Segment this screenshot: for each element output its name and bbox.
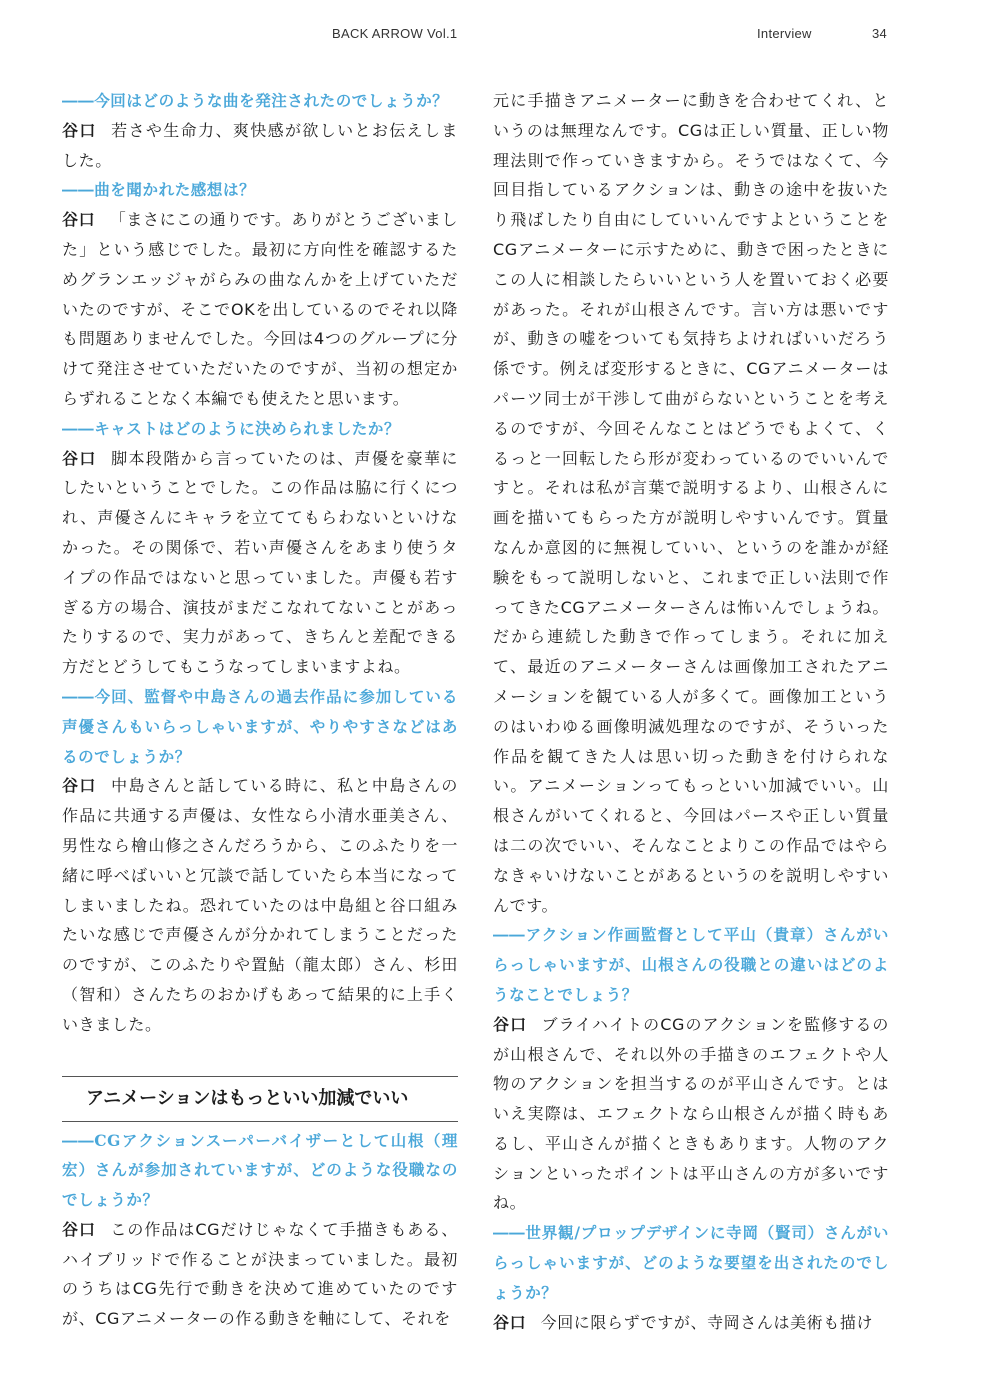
question: ――アクション作画監督として平山（貴章）さんがいらっしゃいますが、山根さんの役職との違いはどのようなことでしょう？ — [493, 925, 889, 1004]
magazine-title: BACK ARROW Vol.1 — [332, 26, 458, 41]
answer-text: 中島さんと話している時に、私と中島さんの作品に共通する声優は、女性なら小清水亜美さん、男性なら檜山修之さんだろうから、このふたりを一緒に呼べばいいと冗談で話していたら本当になってしまいましたね。恐れていたのは中島組と谷口組みたいな感じで声優さんが分かれてしまうことだったのですが、このふたりや置鮎（龍太郎）さん、杉田（智和）さんたちのおかげもあって結果的に上手くいきました。 — [62, 776, 458, 1034]
speaker-name: 谷口 — [493, 1312, 527, 1332]
question: ――曲を聞かれた感想は？ — [62, 180, 256, 200]
speaker-name: 谷口 — [62, 210, 96, 230]
answer-paragraph — [493, 1308, 889, 1338]
right-column — [493, 86, 889, 1337]
page-number: 34 — [872, 26, 888, 41]
speaker-name: 谷口 — [493, 1014, 528, 1034]
answer-text: 脚本段階から言っていたのは、声優を豪華にしたいということでした。この作品は脇に行くにつれ、声優さんにキャラを立ててもらわないといけなかった。その関係で、若い声優さんをあまり使うタイプの作品ではないと思っていました。声優も若すぎる方の場合、演技がまだこなれてないことがあったりするので、実力があって、きちんと差配できる方だとどうしてもこうなってしまいますよね。 — [62, 448, 458, 677]
answer-text: 今回に限らずですが、寺岡さんは美術も描け — [540, 1312, 874, 1332]
question: ――今回、監督や中島さんの過去作品に参加している声優さんもいらっしゃいますが、やりやすさなどはあるのでしょうか？ — [62, 686, 458, 766]
answer-paragraph — [493, 1010, 889, 1219]
speaker-name: 谷口 — [62, 776, 97, 796]
continued-text: 元に手描きアニメーターに動きを合わせてくれ、というのは無理なんです。CGは正しい質量、正しい物理法則で作っていきますから。そうではなくて、今回目指しているアクションは、動きの途中を抜いたり飛ばしたり自由にしていいんですよということをCGアニメーターに示すために、動きで困ったときにこの人に相談したらいいという人を置いておく必要があった。それが山根さんです。言い方は悪いですが、動きの嘘をついても気持ちよければいいだろう係です。例えば変形するときに、CGアニメーターはパーツ同士が干渉して曲がらないということを考えるのですが、今回そんなことはどうでもよくて、くるっと一回転したら形が変わっているのでいいんですと。それは私が言葉で説明するより、山根さんに画を描いてもらった方が説明しやすいんです。質量なんか意図的に無視していい、というのを誰かが経験をもって説明しないと、これまで正しい法則で作ってきたCGアニメーターさんは怖いんでしょうね。だから連続した動きで作ってしまう。それに加えて、最近のアニメーターさんは画像加工されたアニメーションを観ている人が多くて。画像加工というのはいわゆる画像明滅処理なのですが、そういった作品を観てきた人は思い切った動きを付けられない。アニメーションってもっといい加減でいい。山根さんがいてくれると、今回はパースや正しい質量は二の次でいい、そんなことよりこの作品ではやらなきゃいけないことがあるというのを説明しやすいんです。 — [493, 91, 889, 915]
question: ――今回はどのような曲を発注されたのでしょうか？ — [62, 91, 449, 110]
speaker-name: 谷口 — [62, 448, 97, 468]
answer-paragraph — [62, 116, 458, 176]
answer-paragraph — [62, 771, 458, 1039]
answer-text: 「まさにこの通りです。ありがとうございました」という感じでした。最初に方向性を確認するためグランエッジャがらみの曲なんかを上げていただいたのですが、そこでOKを出しているのでそれ以降も問題ありませんでした。今回は4つのグループに分けて発注させていただいたのですが、当初の想定からずれることなく本編でも使えたと思います。 — [62, 210, 459, 408]
section-label: Interview — [757, 26, 812, 41]
speaker-name: 谷口 — [62, 120, 97, 140]
answer-text: 若さや生命力、爽快感が欲しいとお伝えしました。 — [62, 120, 458, 170]
speaker-name: 谷口 — [62, 1219, 96, 1239]
question: ――CGアクションスーパーバイザーとして山根（理宏）さんが参加されていますが、どのような役職なのでしょうか？ — [62, 1130, 458, 1210]
answer-paragraph — [62, 444, 458, 682]
answer-text: この作品はCGだけじゃなくて手描きもある、ハイブリッドで作ることが決まっていました。最初のうちはCG先行で動きを決めて進めていたのですが、CGアニメーターの作る動きを軸にして、それを — [62, 1219, 458, 1329]
question: ――世界観/プロップデザインに寺岡（賢司）さんがいらっしゃいますが、どのような要望を出されたのでしょうか？ — [493, 1223, 889, 1302]
question: ――キャストはどのように決められましたか？ — [62, 418, 401, 438]
left-column — [62, 86, 458, 1334]
answer-paragraph — [62, 205, 458, 414]
answer-text: ブライハイトのCGのアクションを監修するのが山根さんで、それ以外の手描きのエフェクトや人物のアクションを担当するのが平山さんです。とはいえ実際は、エフェクトなら山根さんが描く時もあるし、平山さんが描くときもあります。人物のアクションといったポイントは平山さんの方が多いですね。 — [493, 1014, 889, 1213]
answer-paragraph — [62, 1215, 458, 1334]
section-heading: アニメーションはもっといい加減でいい — [62, 1076, 458, 1122]
